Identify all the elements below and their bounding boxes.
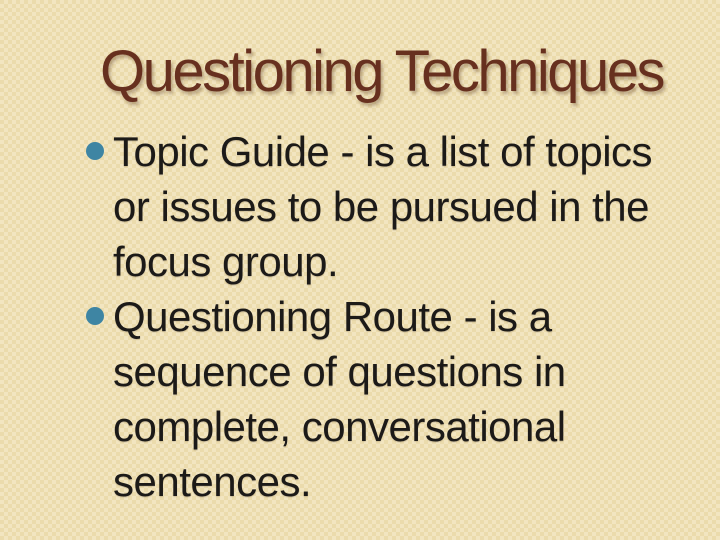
bullet-item-topic-guide: [86, 124, 720, 289]
bullet-line: focus group.: [113, 238, 339, 285]
bullet-line: complete, conversational: [113, 403, 566, 450]
bullet-text: [113, 289, 720, 509]
bullet-line: or issues to be pursued in the: [113, 183, 650, 230]
slide-title: Questioning Techniques: [100, 39, 664, 104]
bullet-dot-icon: [86, 307, 104, 325]
slide-body: [86, 124, 720, 509]
bullet-line: sequence of questions in: [113, 348, 566, 395]
bullet-dot-icon: [86, 142, 104, 160]
bullet-item-questioning-route: [86, 289, 720, 509]
bullet-text: [113, 124, 720, 289]
bullet-line: Questioning Route - is a: [113, 293, 552, 340]
bullet-line: Topic Guide - is a list of topics: [113, 128, 653, 175]
bullet-line: sentences.: [113, 458, 312, 505]
